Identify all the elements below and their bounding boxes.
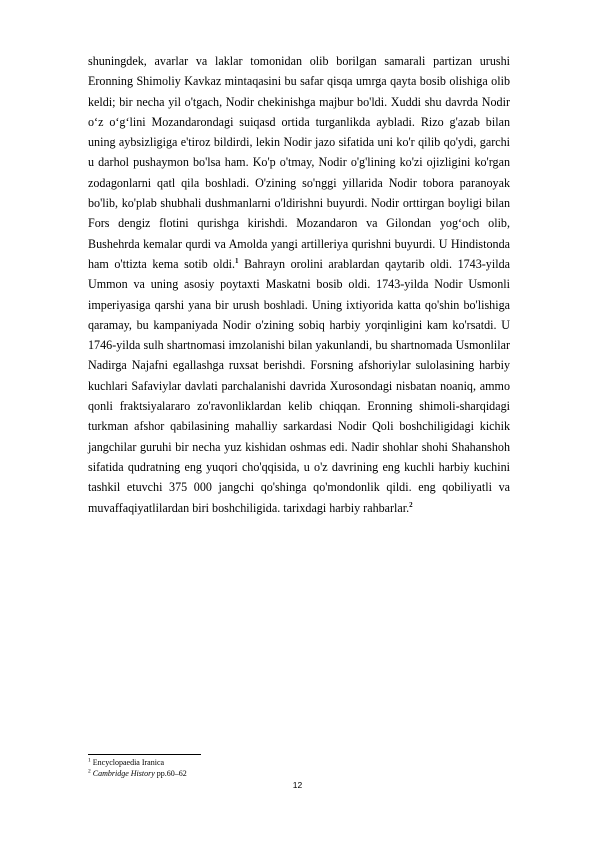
footnote-text: Encyclopaedia Iranica [90, 758, 165, 767]
body-paragraph [88, 51, 510, 518]
body-text-part-1: shuningdek, avarlar va laklar tomonidan olib borilgan samarali partizan urushi Eronning Shimoliy Kavkaz mintaqasini bu safar qisqa umrga qayta bosib olishiga olib keldi; bir necha yil o'tgach, Nodir chekinishga majbur bo'ldi. Xuddi shu davrda Nodir o‘z o‘g‘lini Mozandarondagi suiqasd ortida turganlikda aybladi. Rizo g'azab bilan uning aybsizligiga e'tiroz bildirdi, lekin Nodir jazo sifatida uni ko'r qilib qo'ydi, garchi u darhol pushaymon bo'lsa ham. Ko'p o'tmay, Nodir o'g'lining ko'zi ojizligini ko'rgan zodagonlarni qatl qila boshladi. O'zining so'nggi yillarida Nodir tobora paranoyak bo'lib, ko'plab shubhali dushmanlarni o'ldirishni buyurdi. Nodir orttirgan boyligi bilan Fors dengiz flotini qurishga kirishdi. Mozandaron va Gilondan yog‘och olib, Bushehrda kemalar qurdi va Amolda yangi artilleriya qurishni buyurdi. U Hindistonda ham o'ttizta kema sotib oldi. [88, 54, 510, 271]
footnote-pages: pp.60–62 [154, 769, 187, 778]
footnote-source-title: Cambridge History [92, 769, 155, 778]
footnote-ref-2[interactable]: 2 [409, 500, 413, 509]
footnotes-section [88, 757, 508, 779]
footnote-number: 1 [88, 757, 91, 764]
page-number: 12 [292, 780, 303, 790]
footnote-ref-1[interactable]: 1 [235, 256, 239, 265]
body-text-part-2: Bahrayn orolini arablardan qaytarib oldi. 1743-yilda Ummon va uning asosiy poytaxti Maskatni bosib oldi. 1743-yilda Nodir Usmonli imperiyasiga qarshi yana bir urush boshladi. Uning ixtiyorida katta qo'shin bo'lishiga qaramay, bu kampaniyada Nodir o'zining sobiq harbiy yorqinligini kam ko'rsatdi. U 1746-yilda sulh shartnomasi imzolanishi bilan yakunlandi, bu shartnomada Usmonlilar Nadirga Najafni egallashga ruxsat berishdi. Forsning afshoriylar sulolasining harbiy kuchlari Safaviylar davlati parchalanishi davrida Xurosondagi nisbatan noaniq, ammo qonli fraktsiyalararo zo'ravonliklardan kelib chiqqan. Eronning shimoli-sharqidagi turkman afshor qabilasining mahalliy sarkardasi Nodir Qoli boshchiligidagi kichik jangchilar guruhi bir necha yuz kishidan oshmas edi. Nadir shohlar shohi Shahanshoh sifatida qudratning eng yuqori cho'qqisida, u o'z davrining eng kuchli harbiy kuchini tashkil etuvchi 375 000 jangchi qo'shinga qo'mondonlik qildi. eng qobiliyatli va muvaffaqiyatlilardan biri boshchiligida. tarixdagi harbiy rahbarlar. [88, 256, 510, 515]
footnote-1 [88, 757, 508, 768]
footnote-divider [88, 754, 201, 755]
footnote-2 [88, 768, 508, 779]
footnote-number: 2 [88, 768, 91, 775]
